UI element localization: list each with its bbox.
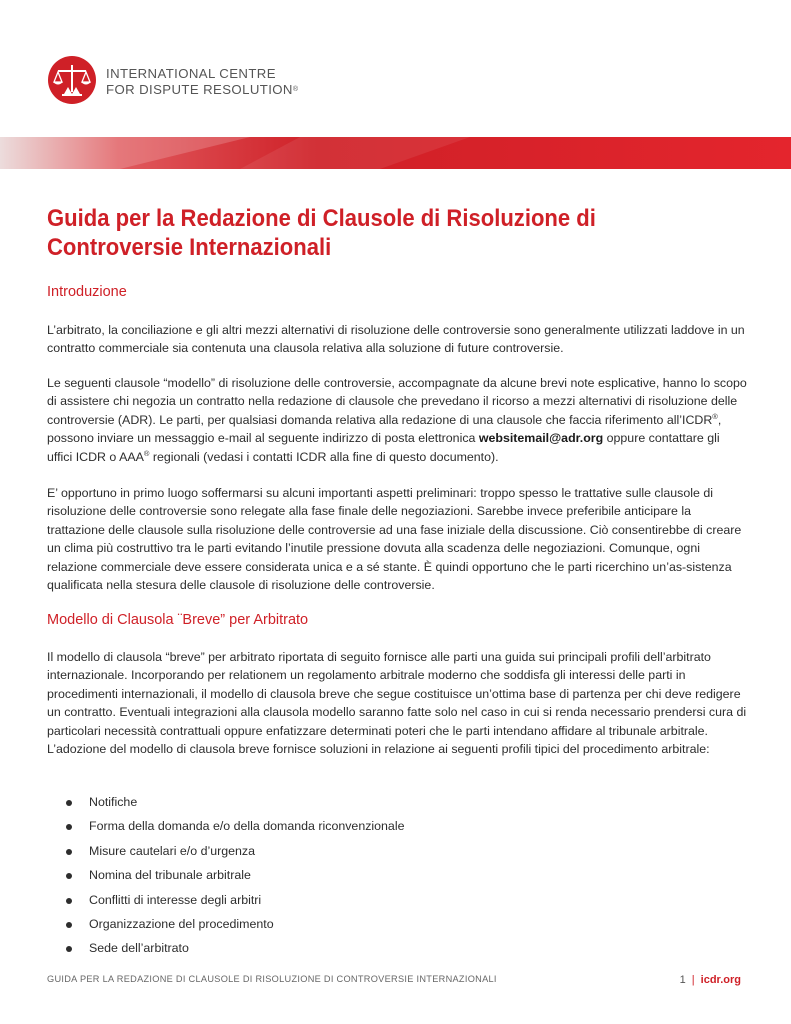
list-item: Nomina del tribunale arbitrale: [47, 866, 404, 890]
list-item: Forma della domanda e/o della domanda riconvenzionale: [47, 817, 404, 841]
intro-paragraph-3: E’ opportuno in primo luogo soffermarsi su alcuni importanti aspetti preliminari: troppo spesso le trattative sulle clausole di risoluzione delle controversie sono relegate alla fase finale delle negoziazioni. Sarebbe invece preferibile anticipare la trattazione delle clausole sulla risoluzione delle controversie ad una fase iniziale della discussione. Ciò consentirebbe di creare un clima più costruttivo tra le parti evitando l’inutile pressione dovuta alla scadenza delle negoziazioni. Comunque, ogni relazione commerciale deve essere considerata unica e a sé stante. È quindi opportuno che le parti ricerchino un’as-sistenza qualificata nella stesura delle clausole di risoluzione delle controversie.: [47, 486, 742, 593]
organization-name: [106, 66, 298, 97]
bullet-icon: [66, 800, 72, 806]
page-title: Guida per la Redazione di Clausole di Risoluzione di Controversie Internazionali: [47, 205, 596, 261]
bullet-icon: [66, 898, 72, 904]
bullet-icon: [66, 873, 72, 879]
contact-email[interactable]: websitemail@adr.org: [478, 431, 604, 446]
section-heading-clausola-breve: Modello di Clausola ¨Breve” per Arbitrato: [47, 612, 309, 628]
footer-page-info: [680, 974, 741, 986]
bullet-icon: [66, 922, 72, 928]
org-name-line2: FOR DISPUTE RESOLUTION®: [106, 81, 299, 97]
profile-list: [47, 793, 404, 964]
clausola-paragraph-1: Il modello di clausola “breve” per arbitrato riportata di seguito fornisce alle parti una guida sui principali profili dell’arbitrato internazionale. Incorporando per relationem un regolamento arbitrale moderno che soddisfa gli interessi delle parti in procedimenti internazionali, il modello di clausola breve che segue costituisce un’ottima base di partenza per chi deve redigere un contratto. Eventuali integrazioni alla clausola modello saranno fatte solo nel caso in cui si renda necessario prendersi cura di particolari necessità contrattuali oppure enfatizzare determinati poteri che le parti intendano affidare al tribunale arbitrale. L’adozione del modello di clausola breve fornisce soluzioni in relazione ai seguenti profili tipici del procedimento arbitrale:: [47, 650, 747, 757]
list-item: Notifiche: [47, 793, 404, 817]
org-name-line1: INTERNATIONAL CENTRE: [106, 66, 276, 81]
website-link[interactable]: icdr.org: [700, 974, 741, 986]
scales-of-justice-icon: [48, 56, 96, 104]
footer-document-title: GUIDA PER LA REDAZIONE DI CLAUSOLE DI RISOLUZIONE DI CONTROVERSIE INTERNAZIONALI: [47, 974, 497, 984]
intro-paragraph-1: L’arbitrato, la conciliazione e gli altri mezzi alternativi di risoluzione delle controversie sono generalmente utilizzati laddove in un contratto commerciale sia contenuta una clausola relativa alla soluzione di future controversie.: [47, 323, 745, 356]
red-header-banner: [0, 137, 791, 169]
bullet-icon: [66, 946, 72, 952]
section-heading-introduzione: Introduzione: [47, 284, 127, 300]
registered-mark: ®: [292, 85, 299, 93]
intro-paragraph-2: Le seguenti clausole “modello” di risoluzione delle controversie, accompagnate da alcune brevi note esplicative, hanno lo scopo di assistere chi negozia un contratto nella redazione di clausole che prevedano il ricorso a mezzi alternativi di risoluzione delle controversie (ADR). Le parti, per qualsiasi domanda relativa alla redazione di una clausole che faccia riferimento all’ICDR®, possono inviare un messaggio e-mail al seguente indirizzo di posta elettronica websitemail@adr.org oppure contattare gli uffici ICDR o AAA® regionali (vedasi i contatti ICDR alla fine di questo documento).: [47, 376, 747, 464]
list-item: Sede dell’arbitrato: [47, 939, 404, 963]
list-item: Organizzazione del procedimento: [47, 915, 404, 939]
footer-separator: |: [691, 974, 695, 986]
list-item: Conflitti di interesse degli arbitri: [47, 891, 404, 915]
page-number: 1: [679, 974, 686, 986]
bullet-icon: [66, 849, 72, 855]
bullet-icon: [66, 824, 72, 830]
list-item: Misure cautelari e/o d’urgenza: [47, 842, 404, 866]
